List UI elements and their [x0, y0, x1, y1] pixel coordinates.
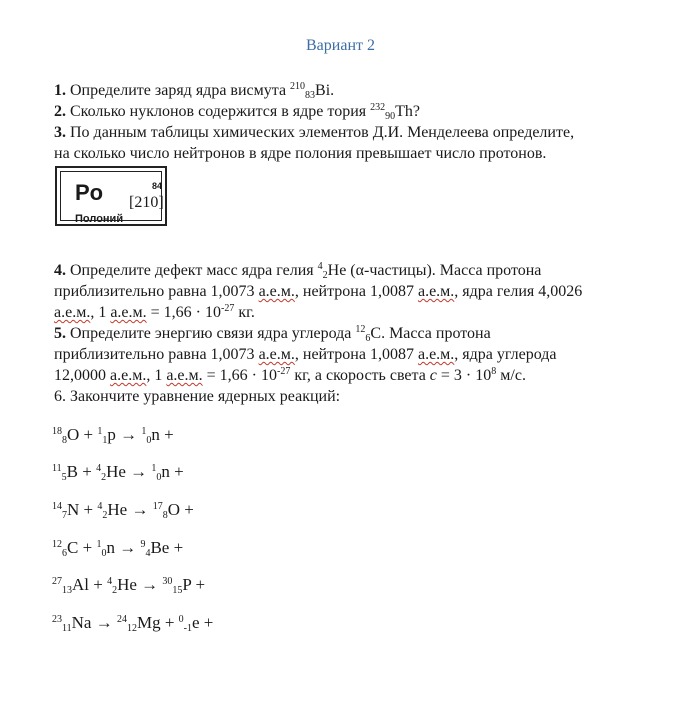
reaction-part: Be + — [150, 538, 184, 557]
q4-exponent: -27 — [221, 303, 235, 314]
reaction-part: He → — [117, 575, 163, 594]
q5-exponent: -27 — [277, 366, 291, 377]
reaction-part: -1 — [183, 623, 193, 634]
q2-symbol: Th? — [395, 103, 420, 120]
q2-charge: 90 — [385, 111, 396, 122]
reaction-part: 2 — [112, 585, 118, 596]
reaction-part: 24 — [116, 614, 127, 625]
q4-line2: приблизительно равна 1,0073 — [54, 283, 259, 300]
q4-line3c: кг. — [234, 304, 255, 321]
q1-number: 1. — [54, 82, 66, 99]
q3-line1: По данным таблицы химических элементов Д.И. Менделеева определите, — [70, 124, 575, 141]
reaction-part: 4 — [96, 463, 102, 474]
q4-text-b: He (α-частицы). Масса протона — [327, 262, 542, 279]
reaction-part: 8 — [162, 510, 168, 521]
reaction-equation — [52, 575, 205, 595]
question-1 — [54, 80, 334, 101]
amu-unit: а.е.м. — [417, 283, 455, 300]
q4-line3b: = 1,66 · 10 — [146, 304, 222, 321]
reaction-part: Na → — [71, 613, 117, 632]
reaction-part: 11 — [52, 463, 62, 474]
reaction-part: 7 — [62, 510, 67, 521]
page-title: Вариант 2 — [306, 37, 375, 54]
reaction-part: 1 — [102, 435, 108, 446]
reaction-part: He → — [107, 500, 153, 519]
reaction-part: 0 — [156, 472, 162, 483]
q5-line2b: , нейтрона 1,0087 — [294, 346, 418, 363]
q5-line2c: , ядра углерода — [454, 346, 557, 363]
q1-charge: 83 — [305, 90, 316, 101]
reaction-part: C + — [67, 538, 97, 557]
reaction-equation — [52, 538, 183, 558]
amu-unit: а.е.м. — [258, 283, 295, 300]
reaction-part: O + — [167, 500, 194, 519]
question-5 — [54, 323, 557, 407]
reaction-part: P + — [182, 575, 206, 594]
reaction-part: 17 — [152, 501, 163, 512]
q4-text: Определите дефект масс ядра гелия — [70, 262, 318, 279]
q3-line2: на сколько число нейтронов в ядре полония превышает число протонов. — [54, 145, 547, 162]
q5-line3e: = 3 · 10 — [436, 367, 492, 384]
reaction-part: 1 — [97, 426, 103, 437]
amu-unit: а.е.м. — [417, 346, 455, 363]
reaction-part: 11 — [62, 623, 72, 634]
q2-text: Сколько нуклонов содержится в ядре тория — [70, 103, 367, 120]
q5-line2: приблизительно равна 1,0073 — [54, 346, 259, 363]
reaction-part: 0 — [101, 548, 107, 559]
q5-charge: 6 — [365, 333, 371, 344]
q5-mass: 12 — [355, 324, 366, 335]
reaction-part: 8 — [62, 435, 67, 446]
element-name: Полоний — [75, 213, 124, 225]
polonium-element-card — [55, 166, 167, 226]
reaction-part: n → — [106, 538, 141, 557]
reaction-part: He → — [106, 462, 152, 481]
reaction-part: Mg + — [136, 613, 179, 632]
reaction-part: 27 — [52, 576, 62, 587]
question-2 — [54, 101, 420, 122]
reaction-part: n + — [151, 425, 174, 444]
reaction-part: p → — [107, 425, 142, 444]
reaction-part: 2 — [102, 510, 108, 521]
q5-line3c: = 1,66 · 10 — [202, 367, 278, 384]
reaction-part: 0 — [178, 614, 184, 625]
reaction-part: 5 — [61, 472, 67, 483]
q4-mass: 4 — [317, 261, 323, 272]
q5-line3a: 12,0000 — [54, 367, 110, 384]
amu-unit: а.е.м. — [110, 304, 147, 321]
reaction-part: 4 — [145, 548, 151, 559]
reaction-part: 30 — [162, 576, 173, 587]
reaction-part: 14 — [52, 501, 62, 512]
reaction-part: 4 — [107, 576, 113, 587]
q4-line2b: , нейтрона 1,0087 — [294, 283, 418, 300]
amu-unit: а.е.м. — [166, 367, 203, 384]
q1-text: Определите заряд ядра висмута — [70, 82, 287, 99]
element-atomic-number: 84 — [152, 181, 163, 191]
reaction-part: 15 — [172, 585, 183, 596]
amu-unit: а.е.м. — [110, 367, 147, 384]
reaction-part: B + — [66, 462, 97, 481]
reaction-part: O + — [67, 425, 98, 444]
amu-unit: а.е.м. — [54, 304, 91, 321]
element-mass: [210] — [129, 194, 164, 211]
q5-c: c — [429, 367, 437, 384]
question-6: 6. Закончите уравнение ядерных реакций: — [54, 388, 341, 405]
reaction-part: 18 — [52, 426, 62, 437]
reaction-equation — [52, 500, 194, 520]
q5-number: 5. — [54, 325, 66, 342]
q5-line3d: кг, а скорость света — [290, 367, 430, 384]
reaction-part: 1 — [151, 463, 157, 474]
reaction-part: n + — [161, 462, 184, 481]
reaction-part: 23 — [52, 614, 62, 625]
reaction-part: 13 — [62, 585, 72, 596]
reaction-equation — [52, 613, 213, 633]
q4-line2c: , ядра гелия 4,0026 — [454, 283, 583, 300]
reaction-part: 12 — [52, 539, 62, 550]
q1-symbol: Bi. — [315, 82, 335, 99]
q4-line3a: , 1 — [90, 304, 111, 321]
q5-line3f: м/с. — [496, 367, 526, 384]
reaction-part: 6 — [62, 548, 67, 559]
q5-text: Определите энергию связи ядра углерода — [70, 325, 356, 342]
q5-line3b: , 1 — [146, 367, 167, 384]
reaction-part: 1 — [141, 426, 147, 437]
reaction-part: 12 — [126, 623, 137, 634]
reaction-part: 0 — [146, 435, 152, 446]
amu-unit: а.е.м. — [258, 346, 295, 363]
q1-mass: 210 — [290, 81, 306, 92]
q3-number: 3. — [54, 124, 66, 141]
reaction-part: 9 — [140, 539, 146, 550]
reaction-equation — [52, 425, 174, 445]
q2-mass: 232 — [370, 102, 386, 113]
q5-exponent2: 8 — [491, 366, 497, 377]
q4-number: 4. — [54, 262, 66, 279]
reaction-part: 4 — [97, 501, 103, 512]
q5-text-b: C. Масса протона — [370, 325, 491, 342]
element-symbol: Po — [75, 180, 104, 205]
reaction-equation — [52, 462, 184, 482]
question-4 — [54, 260, 582, 323]
q2-number: 2. — [54, 103, 66, 120]
reaction-part: 2 — [101, 472, 107, 483]
reaction-part: 1 — [96, 539, 102, 550]
q4-charge: 2 — [322, 270, 328, 281]
question-3 — [54, 122, 574, 164]
reaction-part: Al + — [72, 575, 108, 594]
reaction-part: e + — [192, 613, 214, 632]
reaction-part: N + — [67, 500, 98, 519]
